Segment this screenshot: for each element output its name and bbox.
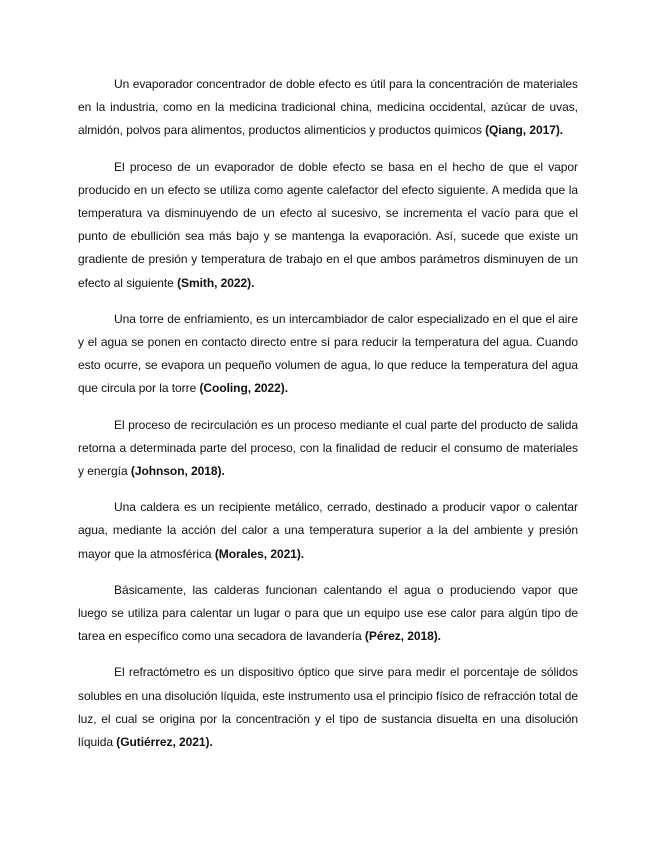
paragraph-refractometer xyxy=(78,661,578,754)
paragraph-cooling-tower xyxy=(78,308,578,401)
citation: (Smith, 2022) xyxy=(177,275,252,290)
paragraph-text: El proceso de recirculación es un proceso mediante el cual parte del producto de salida retorna a determinada parte del proceso, con la finalidad de reducir el consumo de materiales y energía xyxy=(78,417,578,479)
citation-period: . xyxy=(284,381,289,396)
paragraph-text: El refractómetro es un dispositivo óptico que sirve para medir el porcentaje de sólidos solubles en una disolución líquida, este instrumento usa el principio físico de refracción total de luz, el cual se origina por la concentración y el tipo de sustancia disuelta en una disolución líquida xyxy=(78,665,579,750)
paragraph-double-effect-evaporator xyxy=(78,73,578,143)
citation-period: . xyxy=(437,629,441,644)
citation: (Cooling, 2022) xyxy=(199,381,285,396)
paragraph-boiler-definition xyxy=(78,496,578,566)
citation: (Qiang, 2017) xyxy=(485,123,560,138)
citation: (Johnson, 2018) xyxy=(130,464,222,479)
citation-period: . xyxy=(559,123,564,138)
citation: (Morales, 2021) xyxy=(214,546,301,561)
paragraph-text: Una caldera es un recipiente metálico, cerrado, destinado a producir vapor o calentar agua, mediante la acción del calor a una temperatura superior a la del ambiente y presión mayor que la atmosférica xyxy=(78,500,578,561)
paragraph-evaporator-process xyxy=(78,156,578,295)
citation-period: . xyxy=(251,275,255,290)
paragraph-text: El proceso de un evaporador de doble efecto se basa en el hecho de que el vapor producido en un efecto se utiliza como agente calefactor del efecto siguiente. A medida que la temperatura va disminuyendo de un efecto al sucesivo, se incrementa el vacío para que el punto de ebullición sea más bajo y se mantenga la evaporación. Así, sucede que existe un gradiente de presión y temperatura de trabajo en el que ambos parámetros disminuyen de un efecto al siguiente xyxy=(78,159,578,290)
paragraph-text: Una torre de enfriamiento, es un intercambiador de calor especializado en el que el aire y el agua se ponen en contacto directo entre sí para reducir la temperatura del agua. Cuando esto ocurre, se evapora un pequeño volumen de agua, lo que reduce la temperatura del agua que circula por la torre xyxy=(78,311,578,396)
paragraph-recirculation xyxy=(78,414,578,484)
citation: (Pérez, 2018) xyxy=(364,629,438,644)
citation-period: . xyxy=(209,735,213,750)
document-page xyxy=(78,73,578,767)
citation-period: . xyxy=(221,464,225,479)
paragraph-boiler-function xyxy=(78,579,578,649)
paragraph-text: Básicamente, las calderas funcionan calentando el agua o produciendo vapor que luego se utiliza para calentar un lugar o para que un equipo use ese calor para algún tipo de tarea en específico como una secadora de lavandería xyxy=(78,582,578,644)
citation-period: . xyxy=(300,546,305,561)
citation: (Gutiérrez, 2021) xyxy=(116,735,210,750)
paragraph-text: Un evaporador concentrador de doble efecto es útil para la concentración de materiales en la industria, como en la medicina tradicional china, medicina occidental, azúcar de uvas, almidón, polvos para alimentos, productos alimenticios y productos químicos xyxy=(78,77,578,138)
